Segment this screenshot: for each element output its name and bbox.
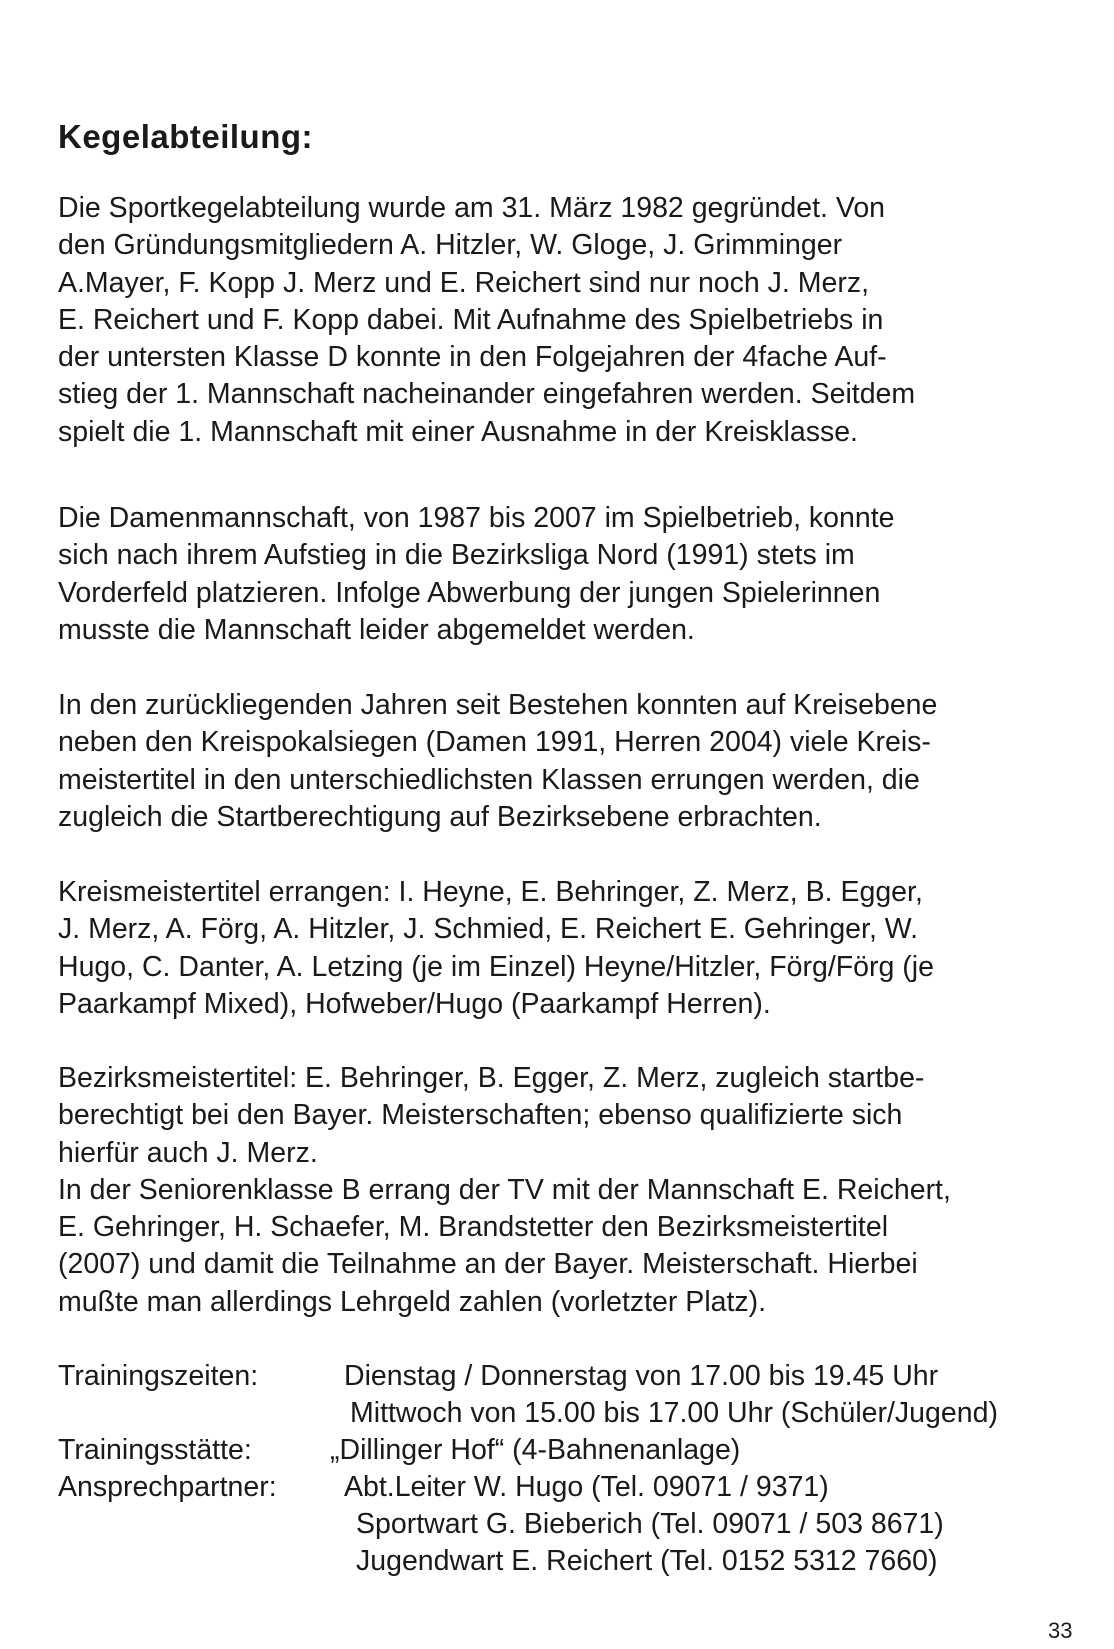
- training-venue-label: Trainingsstätte:: [58, 1434, 252, 1466]
- text-line: Vorderfeld platzieren. Infolge Abwerbung der jungen Spielerinnen: [58, 576, 881, 609]
- training-times-label: Trainingszeiten:: [58, 1360, 259, 1392]
- page-number: 33: [1048, 1618, 1073, 1643]
- paragraph-regional-champions: [58, 1060, 951, 1321]
- text-line: zugleich die Startberechtigung auf Bezirksebene erbrachten.: [58, 800, 822, 833]
- paragraph-district-titles: [58, 687, 937, 836]
- text-line: hierfür auch J. Merz.: [58, 1136, 318, 1169]
- text-line: In der Seniorenklasse B errang der TV mit der Mannschaft E. Reichert,: [58, 1173, 951, 1206]
- text-line: meistertitel in den unterschiedlichsten Klassen errungen werden, die: [58, 763, 920, 796]
- paragraph-womens-team: [58, 500, 895, 649]
- text-line: (2007) und damit die Teilnahme an der Bayer. Meisterschaft. Hierbei: [58, 1248, 918, 1281]
- training-times-value-2: Mittwoch von 15.00 bis 17.00 Uhr (Schüler/Jugend): [350, 1397, 998, 1429]
- page-heading: Kegelabteilung:: [58, 118, 314, 155]
- text-line: spielt die 1. Mannschaft mit einer Ausnahme in der Kreisklasse.: [58, 415, 858, 448]
- text-line: den Gründungsmitgliedern A. Hitzler, W. Gloge, J. Grimminger: [58, 229, 843, 262]
- paragraph-district-champions: [58, 874, 934, 1023]
- text-line: In den zurückliegenden Jahren seit Bestehen konnten auf Kreisebene: [58, 689, 938, 721]
- contact-value-2: Sportwart G. Bieberich (Tel. 09071 / 503 8671): [356, 1508, 944, 1540]
- text-line: Bezirksmeistertitel: E. Behringer, B. Egger, Z. Merz, zugleich startbe-: [58, 1062, 925, 1094]
- text-line: Kreismeistertitel errangen: I. Heyne, E. Behringer, Z. Merz, B. Egger,: [58, 876, 923, 908]
- text-line: Die Damenmannschaft, von 1987 bis 2007 im Spielbetrieb, konnte: [58, 502, 895, 534]
- text-line: berechtigt bei den Bayer. Meisterschaften; ebenso qualifizierte sich: [58, 1099, 903, 1132]
- text-line: Die Sportkegelabteilung wurde am 31. März 1982 gegründet. Von: [58, 192, 886, 224]
- text-line: A.Mayer, F. Kopp J. Merz und E. Reichert sind nur noch J. Merz,: [58, 266, 869, 299]
- contact-value-1: Abt.Leiter W. Hugo (Tel. 09071 / 9371): [344, 1471, 829, 1503]
- text-line: Hugo, C. Danter, A. Letzing (je im Einzel) Heyne/Hitzler, Förg/Förg (je: [58, 950, 934, 983]
- text-line: J. Merz, A. Förg, A. Hitzler, J. Schmied, E. Reichert E. Gehringer, W.: [58, 913, 919, 946]
- training-venue-value: „Dillinger Hof“ (4-Bahnenanlage): [330, 1434, 741, 1466]
- text-line: stieg der 1. Mannschaft nacheinander eingefahren werden. Seitdem: [58, 378, 916, 411]
- text-line: E. Reichert und F. Kopp dabei. Mit Aufnahme des Spielbetriebs in: [58, 303, 884, 336]
- text-line: neben den Kreispokalsiegen (Damen 1991, Herren 2004) viele Kreis-: [58, 726, 931, 759]
- text-line: Paarkampf Mixed), Hofweber/Hugo (Paarkampf Herren).: [58, 987, 771, 1020]
- contact-label: Ansprechpartner:: [58, 1471, 277, 1503]
- training-times-value: Dienstag / Donnerstag von 17.00 bis 19.45 Uhr: [344, 1360, 939, 1392]
- text-line: der untersten Klasse D konnte in den Folgejahren der 4fache Auf-: [58, 341, 887, 374]
- paragraph-founding: [58, 190, 915, 451]
- text-line: sich nach ihrem Aufstieg in die Bezirksliga Nord (1991) stets im: [58, 539, 855, 572]
- contact-value-3: Jugendwart E. Reichert (Tel. 0152 5312 7660): [356, 1545, 938, 1577]
- text-line: mußte man allerdings Lehrgeld zahlen (vorletzter Platz).: [58, 1285, 767, 1318]
- text-line: E. Gehringer, H. Schaefer, M. Brandstetter den Bezirksmeistertitel: [58, 1211, 889, 1244]
- text-line: musste die Mannschaft leider abgemeldet werden.: [58, 613, 695, 646]
